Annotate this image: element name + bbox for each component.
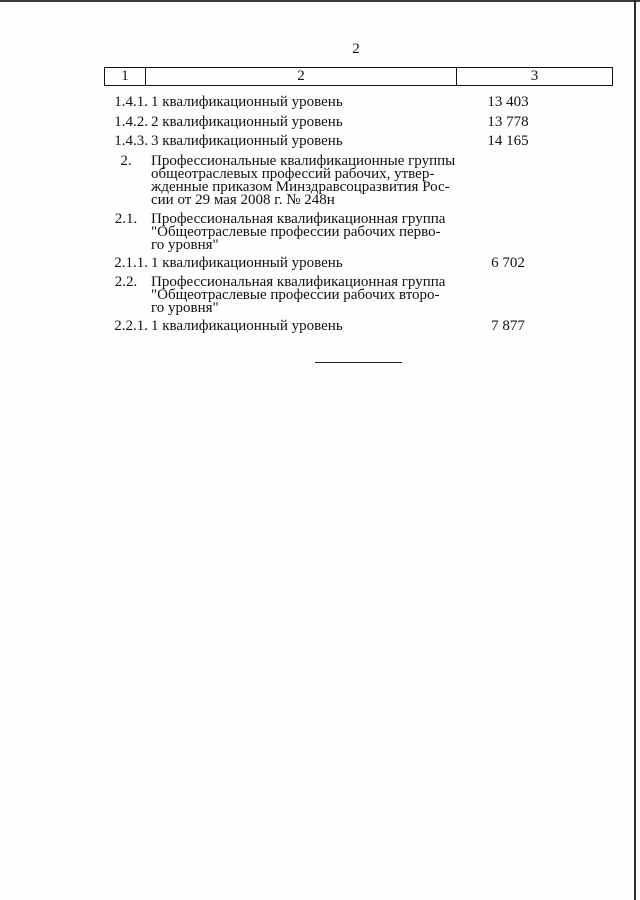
- row-text-line: жденные приказом Минздравсоцразвития Рос-: [151, 179, 450, 195]
- row-code: 1.4.2.: [114, 114, 148, 130]
- row-text-line: Профессиональная квалификационная группа: [151, 211, 446, 227]
- row-value: 7 877: [491, 318, 525, 334]
- row-text-line: сии от 29 мая 2008 г. № 248н: [151, 192, 335, 208]
- row-code: 1.4.1.: [114, 94, 148, 110]
- row-text-line: "Общеотраслевые профессии рабочих второ-: [151, 287, 440, 303]
- end-rule: [315, 362, 402, 363]
- scan-top-edge: [0, 0, 640, 2]
- row-text: 1 квалификационный уровень: [151, 94, 343, 110]
- row-value: 13 778: [487, 114, 529, 130]
- row-code: 2.2.: [114, 274, 138, 290]
- page-number: 2: [352, 41, 360, 57]
- row-code: 2.1.: [114, 211, 138, 227]
- row-text: 3 квалификационный уровень: [151, 133, 343, 149]
- row-value: 6 702: [491, 255, 525, 271]
- row-code: 2.1.1.: [114, 255, 148, 271]
- scan-right-edge: [634, 0, 636, 900]
- row-text-line: го уровня": [151, 300, 219, 316]
- row-text: 1 квалификационный уровень: [151, 318, 343, 334]
- row-text-line: Профессиональные квалификационные группы: [151, 153, 456, 169]
- row-code: 2.: [120, 153, 132, 169]
- row-value: 14 165: [487, 133, 529, 149]
- row-code: 1.4.3.: [114, 133, 148, 149]
- row-code: 2.2.1.: [114, 318, 148, 334]
- header-col-3: 3: [457, 68, 613, 86]
- row-text: 2 квалификационный уровень: [151, 114, 343, 130]
- row-value: 13 403: [487, 94, 529, 110]
- row-text-line: "Общеотраслевые профессии рабочих перво-: [151, 224, 441, 240]
- row-text: 1 квалификационный уровень: [151, 255, 343, 271]
- table-header: [104, 67, 613, 86]
- header-col-2: 2: [146, 68, 457, 86]
- row-text-line: Профессиональная квалификационная группа: [151, 274, 446, 290]
- row-text-line: общеотраслевых профессий рабочих, утвер-: [151, 166, 435, 182]
- row-text-line: го уровня": [151, 237, 219, 253]
- header-col-1: 1: [105, 68, 146, 86]
